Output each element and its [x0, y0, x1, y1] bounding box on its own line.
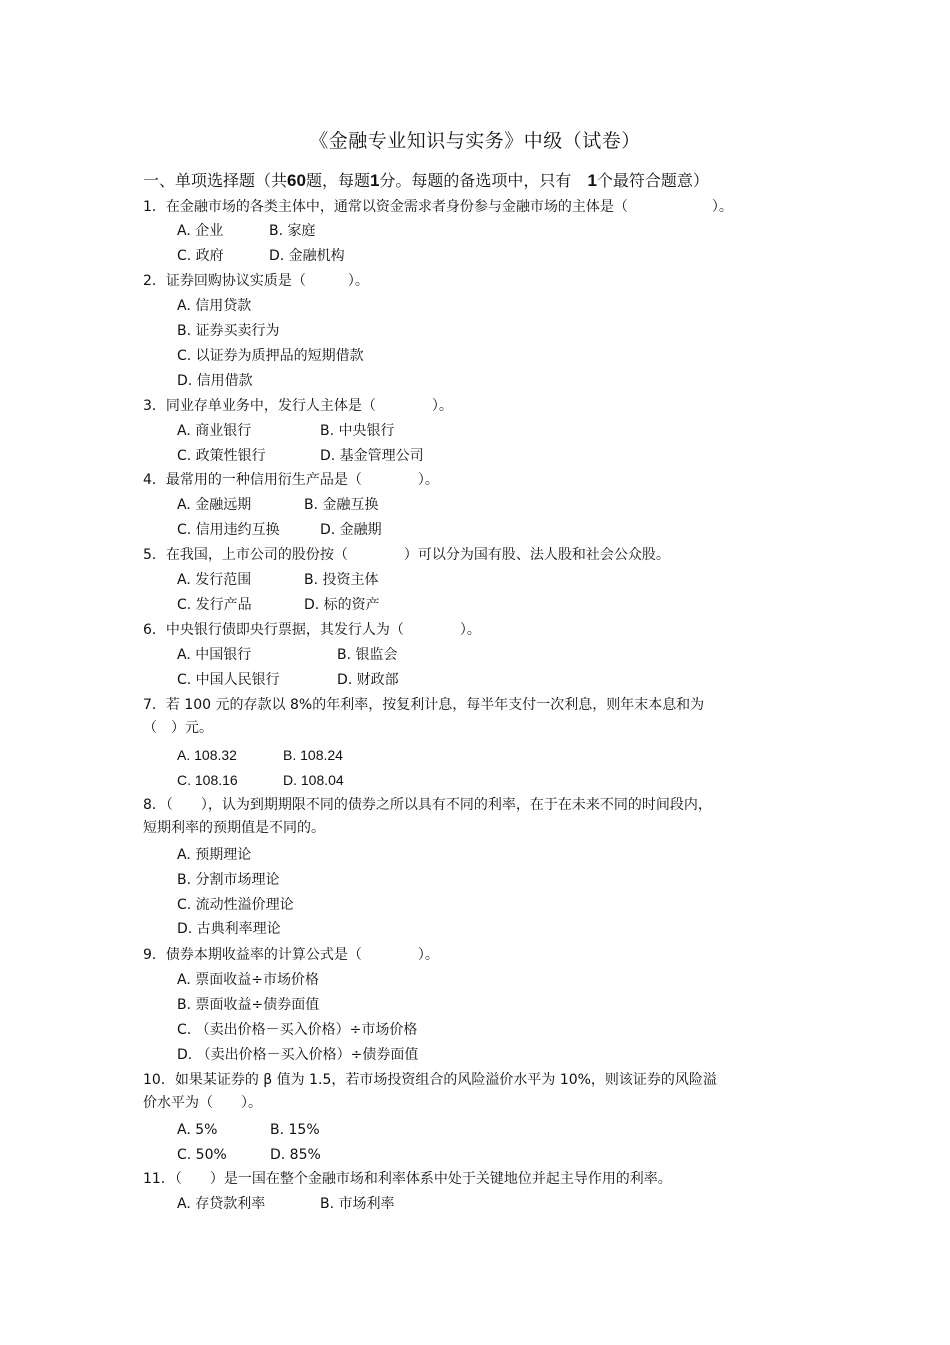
question-8-stem-line-1: 8．（ ），认为到期期限不同的债券之所以具有不同的利率，在于在未来不同的时间段内， [143, 797, 712, 813]
question-9-stem: 9．债券本期收益率的计算公式是（ ）。 [143, 947, 439, 963]
section-mid1: 题，每题 [305, 171, 370, 190]
question-8-stem-line-2: 短期利率的预期值是不同的。 [143, 820, 325, 836]
question-10-option-a: A. 5% [177, 1122, 218, 1138]
question-2-stem: 2．证券回购协议实质是（ ）。 [143, 273, 369, 289]
question-4-option-d: D. 金融期 [320, 522, 382, 538]
section-prefix: 一、单项选择题（共 [143, 171, 288, 190]
question-9-option-d: D. （卖出价格－买入价格）÷债券面值 [177, 1047, 419, 1063]
question-8-option-a: A. 预期理论 [177, 847, 252, 863]
question-6-option-d: D. 财政部 [337, 672, 399, 688]
question-11-option-a: A. 存贷款利率 [177, 1196, 266, 1212]
question-8-option-d: D. 古典利率理论 [177, 921, 281, 937]
question-5-option-a: A. 发行范围 [177, 572, 252, 588]
question-7-option-d: D. 108.04 [283, 772, 344, 788]
question-5-option-b: B. 投资主体 [304, 572, 379, 588]
question-10-option-c: C. 50% [177, 1147, 227, 1163]
question-5-stem: 5．在我国，上市公司的股份按（ ）可以分为国有股、法人股和社会公众股。 [143, 547, 670, 563]
question-1-option-c: C. 政府 [177, 248, 224, 264]
question-7-option-b: B. 108.24 [283, 747, 343, 763]
question-2-option-a: A. 信用贷款 [177, 298, 252, 314]
question-3-option-c: C. 政策性银行 [177, 448, 266, 464]
question-5-option-c: C. 发行产品 [177, 597, 252, 613]
question-8-option-b: B. 分割市场理论 [177, 872, 280, 888]
question-1-option-a: A. 企业 [177, 223, 224, 239]
question-1-option-b: B. 家庭 [269, 223, 316, 239]
question-3-option-a: A. 商业银行 [177, 423, 252, 439]
question-6-option-c: C. 中国人民银行 [177, 672, 280, 688]
question-10-stem-line-2: 价水平为（ ）。 [143, 1095, 262, 1111]
question-4-stem: 4．最常用的一种信用衍生产品是（ ）。 [143, 472, 439, 488]
question-4-option-a: A. 金融远期 [177, 497, 252, 513]
question-2-option-d: D. 信用借款 [177, 373, 253, 389]
question-3-option-b: B. 中央银行 [320, 423, 395, 439]
section-heading [143, 168, 709, 191]
question-6-option-a: A. 中国银行 [177, 647, 252, 663]
question-10-stem-line-1: 10．如果某证券的 β 值为 1.5，若市场投资组合的风险溢价水平为 10%，则该证券的风险溢 [143, 1072, 717, 1088]
page-title: 《金融专业知识与实务》中级（试卷） [309, 130, 641, 152]
question-10-option-b: B. 15% [270, 1122, 320, 1138]
question-11-option-b: B. 市场利率 [320, 1196, 395, 1212]
question-3-stem: 3．同业存单业务中，发行人主体是（ ）。 [143, 398, 453, 414]
question-5-option-d: D. 标的资产 [304, 597, 380, 613]
question-7-option-a: A. 108.32 [177, 747, 237, 763]
question-9-option-b: B. 票面收益÷债券面值 [177, 997, 320, 1013]
section-score: 1 [369, 171, 380, 190]
section-one: 1 [587, 171, 597, 190]
question-7-stem-line-2: （ ）元。 [143, 720, 213, 736]
question-3-option-d: D. 基金管理公司 [320, 448, 424, 464]
question-6-stem: 6．中央银行债即央行票据，其发行人为（ ）。 [143, 622, 481, 638]
question-1-stem: 1．在金融市场的各类主体中，通常以资金需求者身份参与金融市场的主体是（ ）。 [143, 199, 733, 215]
question-2-option-c: C. 以证券为质押品的短期借款 [177, 348, 364, 364]
question-9-option-c: C. （卖出价格－买入价格）÷市场价格 [177, 1022, 418, 1038]
question-8-option-c: C. 流动性溢价理论 [177, 897, 294, 913]
question-6-option-b: B. 银监会 [337, 647, 398, 663]
question-4-option-c: C. 信用违约互换 [177, 522, 280, 538]
question-11-stem: 11．（ ）是一国在整个金融市场和利率体系中处于关键地位并起主导作用的利率。 [143, 1171, 672, 1187]
section-mid2: 分。每题的备选项中，只有 [379, 171, 572, 190]
section-count: 60 [287, 171, 306, 190]
question-10-option-d: D. 85% [270, 1147, 321, 1163]
question-7-option-c: C. 108.16 [177, 772, 238, 788]
question-7-stem-line-1: 7．若 100 元的存款以 8%的年利率，按复利计息，每半年支付一次利息，则年末本息和为 [143, 697, 705, 713]
question-1-option-d: D. 金融机构 [269, 248, 345, 264]
question-9-option-a: A. 票面收益÷市场价格 [177, 972, 319, 988]
question-4-option-b: B. 金融互换 [304, 497, 379, 513]
question-2-option-b: B. 证券买卖行为 [177, 323, 280, 339]
section-suffix: 个最符合题意） [596, 171, 709, 190]
